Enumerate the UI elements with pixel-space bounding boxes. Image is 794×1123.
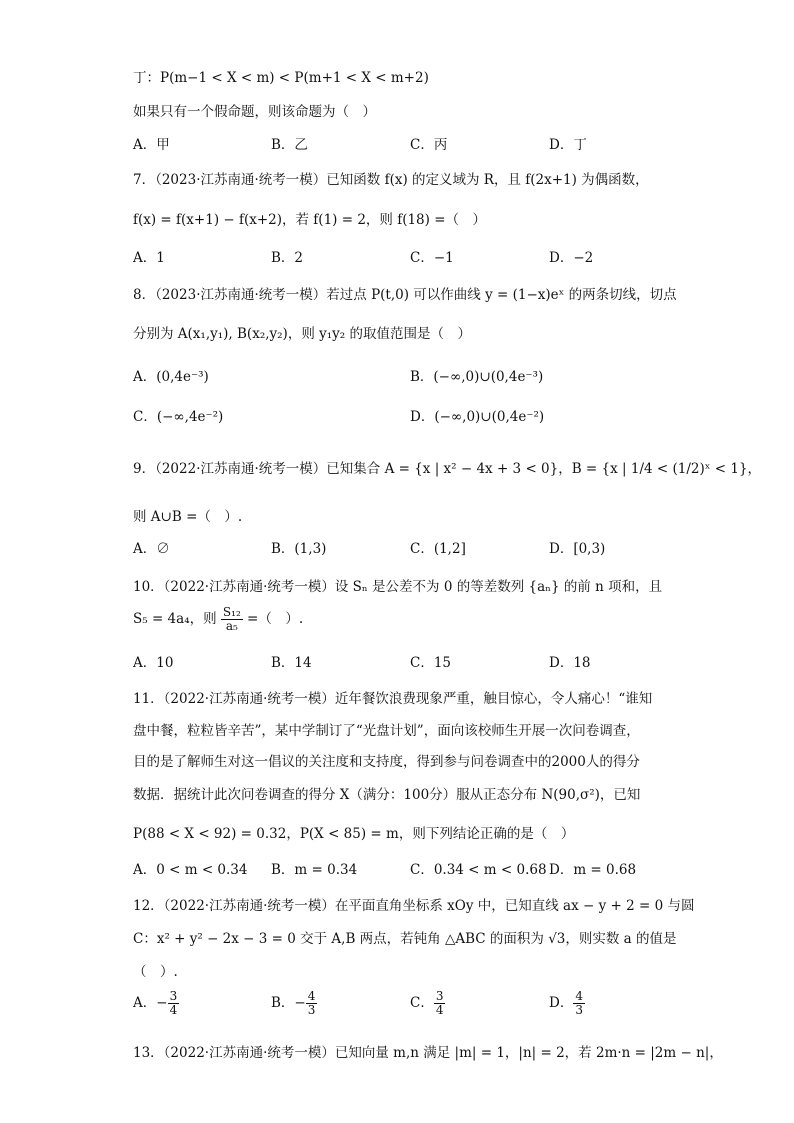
q11-line-4: 数据．据统计此次问卷调查的得分 X（满分：100分）服从正态分布 N(90,σ²)，已知 [133, 787, 641, 803]
q12-option-c [410, 990, 445, 1017]
q6-option-b: B．乙 [271, 137, 308, 153]
q11-line-2: 盘中餐，粒粒皆辛苦”，某中学制订了“光盘计划”，面向该校师生开展一次问卷调查， [133, 723, 640, 739]
q10-option-c: C．15 [410, 655, 452, 671]
q8-option-b: B．(−∞,0)∪(0,4e⁻³) [410, 369, 544, 385]
q12-line-1: 12．（2022·江苏南通·统考一模）在平面直角坐标系 xOy 中，已知直线 ax − y + 2 = 0 与圆 [133, 898, 695, 914]
q12-option-b-sign: − [294, 995, 306, 1012]
q9-option-a: A．∅ [133, 541, 170, 557]
q8-option-a: A．(0,4e⁻³) [133, 369, 209, 385]
q12-option-d-num: 4 [575, 989, 583, 1003]
q10-line-1: 10．（2022·江苏南通·统考一模）设 Sₙ 是公差不为 0 的等差数列 {aₙ} 的前 n 项和，且 [133, 579, 663, 595]
q12-option-b-prefix: B． [271, 995, 295, 1012]
q10-line-2-start: S₅ = 4a₄，则 [133, 611, 217, 628]
q8-option-d: D．(−∞,0)∪(0,4e⁻²) [410, 409, 545, 425]
q12-option-b-num: 4 [307, 989, 316, 1003]
q12-option-a-num: 3 [169, 989, 178, 1003]
q6-option-a: A．甲 [133, 137, 170, 153]
q6-prop-ding: 丁：P(m−1 < X < m) < P(m+1 < X < m+2) [133, 70, 429, 86]
q10-fraction [221, 606, 243, 633]
q12-option-c-prefix: C． [410, 995, 434, 1012]
q12-option-b [271, 990, 317, 1017]
q10-option-d: D．18 [549, 655, 591, 671]
q10-line-2-end: =（ ）. [247, 611, 304, 628]
q12-line-2: C：x² + y² − 2x − 3 = 0 交于 A,B 两点，若钝角 △ABC 的面积为 √3，则实数 a 的值是 [133, 931, 677, 947]
q7-line-2: f(x) = f(x+1) − f(x+2)，若 f(1) = 2，则 f(18) =（ ） [133, 212, 487, 228]
q12-option-a-sign: − [156, 995, 168, 1012]
q12-option-a-den: 4 [169, 1003, 178, 1018]
q10-option-a: A．10 [133, 655, 174, 671]
q6-option-c: C．丙 [410, 137, 448, 153]
q7-option-d: D．−2 [549, 250, 594, 266]
q6-stem: 如果只有一个假命题，则该命题为（ ） [133, 104, 376, 120]
q11-line-3: 目的是了解师生对这一倡议的关注度和支持度，得到参与问卷调查中的2000人的得分 [133, 754, 640, 770]
q12-option-c-den: 4 [435, 1003, 444, 1018]
q9-option-b: B．(1,3) [271, 541, 327, 557]
q12-option-c-fraction [434, 990, 446, 1017]
q7-line-1: 7．（2023·江苏南通·统考一模）已知函数 f(x) 的定义域为 R，且 f(2x+1) 为偶函数， [133, 172, 649, 188]
q9-line-1: 9．（2022·江苏南通·统考一模）已知集合 A = {x | x² − 4x + 3 < 0}，B = {x | 1/4 < (1/2)ˣ < 1}， [133, 461, 762, 477]
q7-option-a: A．1 [133, 250, 165, 266]
q8-line-2: 分别为 A(x₁,y₁), B(x₂,y₂)，则 y₁y₂ 的取值范围是（ ） [133, 326, 471, 342]
q12-option-a [133, 990, 179, 1017]
q10-option-b: B．14 [271, 655, 312, 671]
q12-option-d-den: 3 [575, 1003, 583, 1018]
q10-fraction-denominator: a₅ [225, 619, 238, 634]
q10-fraction-numerator: S₁₂ [222, 605, 241, 619]
q11-option-c: C．0.34 < m < 0.68 [410, 862, 547, 878]
q7-option-b: B．2 [271, 250, 304, 266]
q7-option-c: C．−1 [410, 250, 454, 266]
q12-line-3: （ ）. [133, 964, 178, 980]
q12-option-c-num: 3 [435, 989, 444, 1003]
q13-line-1: 13．（2022·江苏南通·统考一模）已知向量 m,n 满足 |m| = 1，|n| = 2，若 2m·n = |2m − n|， [133, 1045, 723, 1061]
q8-line-1: 8．（2023·江苏南通·统考一模）若过点 P(t,0) 可以作曲线 y = (1−x)eˣ 的两条切线，切点 [133, 287, 677, 303]
q9-line-2: 则 A∪B =（ ）. [133, 509, 243, 525]
q11-option-d: D．m = 0.68 [549, 862, 637, 878]
q10-line-2 [133, 606, 303, 633]
q12-option-d [549, 990, 585, 1017]
q11-option-b: B．m = 0.34 [271, 862, 358, 878]
q12-option-b-fraction [306, 990, 318, 1017]
q12-option-b-den: 3 [307, 1003, 316, 1018]
q11-line-1: 11．（2022·江苏南通·统考一模）近年餐饮浪费现象严重，触目惊心，令人痛心！“谁知 [133, 691, 653, 707]
q9-option-c: C．(1,2] [410, 541, 466, 557]
q9-option-d: D．[0,3) [549, 541, 606, 557]
q12-option-d-fraction [573, 990, 585, 1017]
q6-option-d: D．丁 [549, 137, 587, 153]
q11-option-a: A．0 < m < 0.34 [133, 862, 248, 878]
q12-option-d-prefix: D． [549, 995, 574, 1012]
q8-option-c: C．(−∞,4e⁻²) [133, 409, 224, 425]
q11-line-5: P(88 < X < 92) = 0.32，P(X < 85) = m，则下列结论正确的是（ ） [133, 826, 575, 842]
q12-option-a-fraction [168, 990, 180, 1017]
q12-option-a-prefix: A． [133, 995, 157, 1012]
